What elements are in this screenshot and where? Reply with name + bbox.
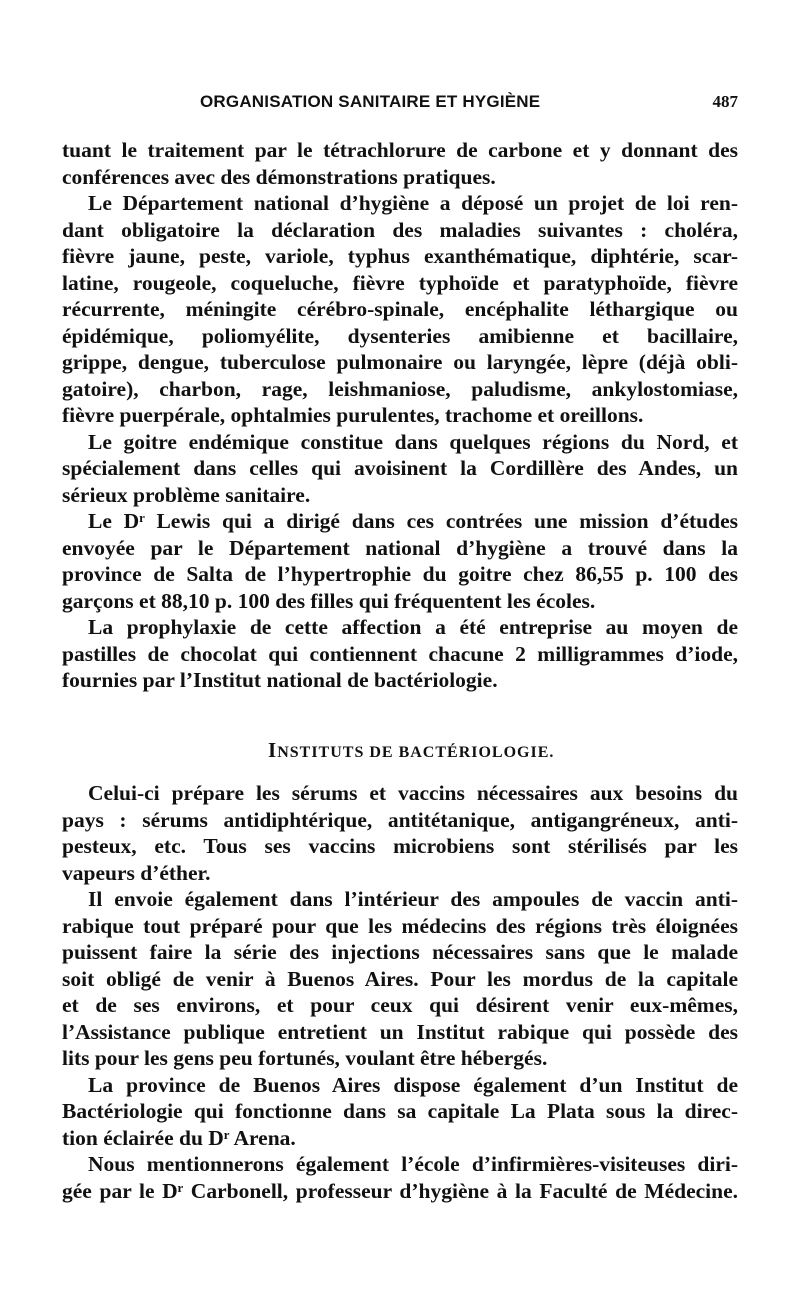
- text-line: Nous mentionnerons également l’école d’infirmières-visiteuses diri-: [88, 1152, 738, 1176]
- text-line: soit obligé de venir à Buenos Aires. Pour les mordus de la capitale: [62, 966, 738, 991]
- text-line: fournies par l’Institut national de bactériologie.: [62, 668, 498, 692]
- text-line: envoyée par le Département national d’hygiène a trouvé dans la: [62, 535, 738, 560]
- text-line: garçons et 88,10 p. 100 des filles qui fréquentent les écoles.: [62, 588, 596, 613]
- text-line: fièvre jaune, peste, variole, typhus exanthématique, diphtérie, scar-: [62, 244, 738, 268]
- running-head: [200, 92, 740, 118]
- section-heading-rest: NSTITUTS DE BACTÉRIOLOGIE.: [277, 744, 555, 761]
- text-line: pastilles de chocolat qui contiennent chacune 2 milligrammes d’iode,: [62, 641, 738, 666]
- text-line: La province de Buenos Aires dispose également d’un Institut de: [88, 1072, 738, 1097]
- text-line: latine, rougeole, coqueluche, fièvre typhoïde et paratyphoïde, fièvre: [62, 270, 738, 295]
- page-number: 487: [712, 92, 738, 111]
- text-line: spécialement dans celles qui avoisinent la Cordillère des Andes, un: [62, 456, 738, 480]
- text-line: Bactériologie qui fonctionne dans sa capitale La Plata sous la direc-: [62, 1099, 738, 1123]
- text-line: rabique tout préparé pour que les médecins des régions très éloignées: [62, 913, 738, 938]
- text-line: et de ses environs, et pour ceux qui désirent venir eux-mêmes,: [62, 993, 738, 1017]
- text-line: grippe, dengue, tuberculose pulmonaire ou laryngée, lèpre (déjà obli-: [62, 350, 738, 374]
- text-line: province de Salta de l’hypertrophie du goitre chez 86,55 p. 100 des: [62, 562, 738, 586]
- text-line: conférences avec des démonstrations pratiques.: [62, 164, 496, 189]
- body-text-block-2: [62, 780, 738, 1204]
- text-line: Le Dʳ Lewis qui a dirigé dans ces contrées une mission d’études: [88, 509, 738, 533]
- text-line: Le goitre endémique constitue dans quelques régions du Nord, et: [88, 429, 738, 454]
- text-line: Le Département national d’hygiène a déposé un projet de loi ren-: [88, 191, 738, 215]
- text-line: La prophylaxie de cette affection a été entreprise au moyen de: [88, 615, 738, 639]
- text-line: dant obligatoire la déclaration des maladies suivantes : choléra,: [62, 217, 738, 242]
- text-line: sérieux problème sanitaire.: [62, 482, 311, 507]
- text-line: vapeurs d’éther.: [62, 860, 211, 885]
- text-line: Celui-ci prépare les sérums et vaccins nécessaires aux besoins du: [88, 781, 738, 805]
- text-line: gatoire), charbon, rage, leishmaniose, paludisme, ankylostomiase,: [62, 376, 738, 401]
- text-line: récurrente, méningite cérébro-spinale, encéphalite léthargique ou: [62, 297, 738, 321]
- text-line: puissent faire la série des injections nécessaires sans que le malade: [62, 940, 738, 964]
- text-line: tuant le traitement par le tétrachlorure de carbone et y donnant des: [62, 138, 738, 162]
- text-line: l’Assistance publique entretient un Institut rabique qui possède des: [62, 1019, 738, 1044]
- running-title: ORGANISATION SANITAIRE ET HYGIÈNE: [200, 92, 541, 111]
- section-heading: [268, 738, 554, 763]
- text-line: pesteux, etc. Tous ses vaccins microbiens sont stérilisés par les: [62, 834, 738, 858]
- text-line: gée par le Dʳ Carbonell, professeur d’hygiène à la Faculté de Médecine.: [62, 1178, 738, 1203]
- text-line: fièvre puerpérale, ophtalmies purulentes, trachome et oreillons.: [62, 403, 644, 427]
- section-heading-initial: I: [268, 738, 278, 762]
- text-line: Il envoie également dans l’intérieur des ampoules de vaccin anti-: [88, 887, 738, 911]
- body-text-block-1: [62, 137, 738, 694]
- text-line: tion éclairée du Dʳ Arena.: [62, 1125, 296, 1150]
- text-line: pays : sérums antidiphtérique, antitétanique, antigangréneux, anti-: [62, 807, 738, 832]
- text-line: lits pour les gens peu fortunés, voulant être hébergés.: [62, 1046, 548, 1070]
- text-line: épidémique, poliomyélite, dysenteries amibienne et bacillaire,: [62, 323, 738, 348]
